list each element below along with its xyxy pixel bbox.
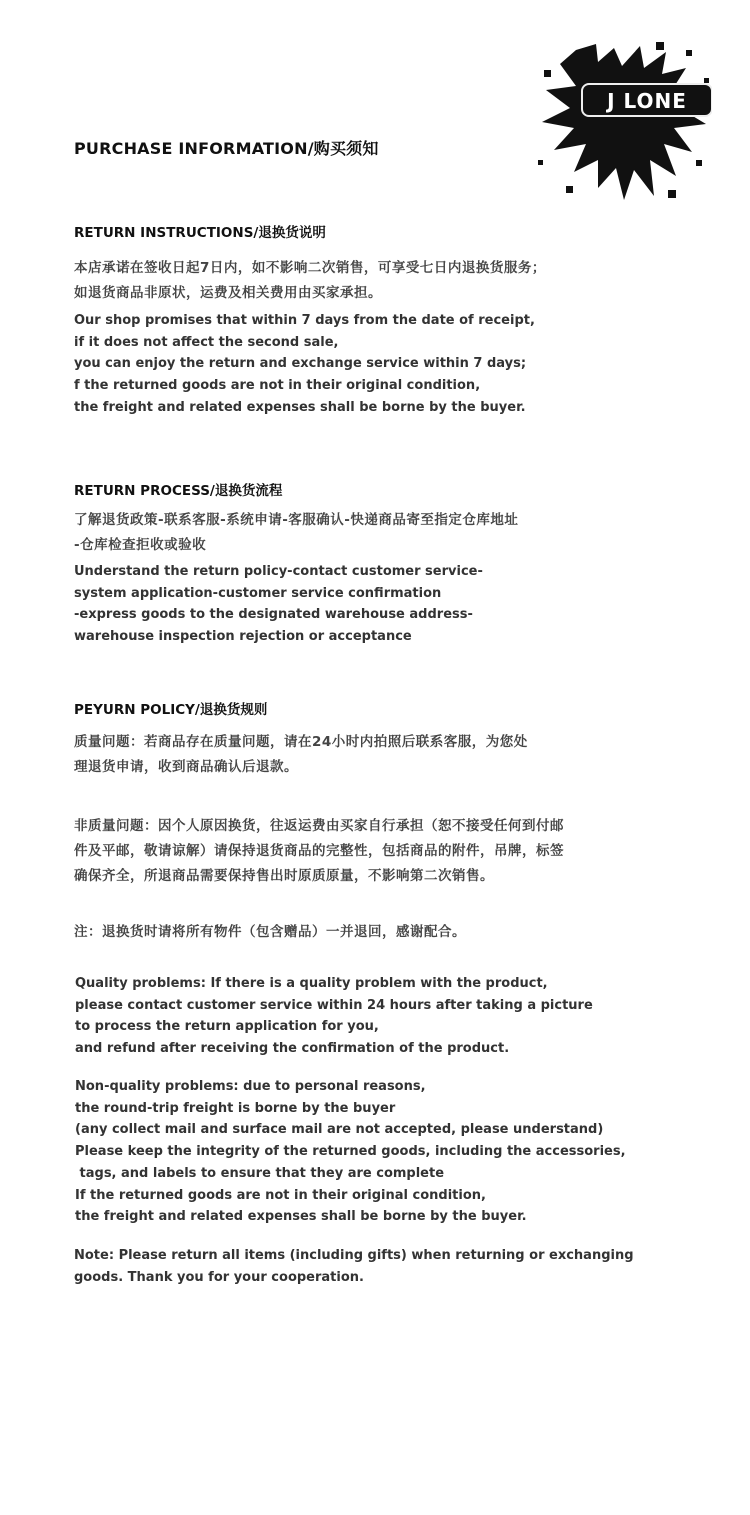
paint-splash-icon xyxy=(536,40,712,204)
text-line: Please keep the integrity of the returned goods, including the accessories, xyxy=(75,1144,626,1160)
policy-nonquality-en xyxy=(75,1076,626,1228)
policy-quality-en xyxy=(75,973,593,1060)
text-line: goods. Thank you for your cooperation. xyxy=(74,1269,364,1285)
text-line: 本店承诺在签收日起7日内，如不影响二次销售，可享受七日内退换货服务； xyxy=(74,260,546,276)
text-line: -仓库检查拒收或验收 xyxy=(74,537,207,553)
text-line: Understand the return policy-contact customer service- xyxy=(74,564,483,579)
text-line: if it does not affect the second sale, xyxy=(74,334,339,350)
text-line: and refund after receiving the confirmation of the product. xyxy=(75,1041,510,1057)
brand-logo xyxy=(536,40,712,204)
text-line: 件及平邮，敬请谅解）请保持退货商品的完整性，包括商品的附件，吊牌，标签 xyxy=(74,843,564,859)
page-title: PURCHASE INFORMATION/购买须知 xyxy=(74,139,379,158)
policy-quality-zh xyxy=(74,730,528,780)
policy-nonquality-zh xyxy=(74,814,564,889)
policy-note-en xyxy=(74,1245,634,1288)
text-line: If the returned goods are not in their original condition, xyxy=(75,1187,486,1203)
text-line: Quality problems: If there is a quality problem with the product, xyxy=(75,976,548,991)
return-process-zh xyxy=(74,508,518,558)
policy-note-zh: 注：退换货时请将所有物件（包含赠品）一并退回，感谢配合。 xyxy=(74,924,466,940)
text-line: system application-customer service confirmation xyxy=(74,585,442,601)
text-line: please contact customer service within 24 hours after taking a picture xyxy=(75,997,593,1013)
text-line: Note: Please return all items (including gifts) when returning or exchanging xyxy=(74,1248,634,1263)
text-line: the freight and related expenses shall be borne by the buyer. xyxy=(74,399,526,415)
text-line: 质量问题：若商品存在质量问题，请在24小时内拍照后联系客服，为您处 xyxy=(74,734,528,750)
text-line: the freight and related expenses shall be borne by the buyer. xyxy=(75,1209,527,1225)
text-line: tags, and labels to ensure that they are complete xyxy=(75,1165,445,1181)
text-line: to process the return application for you, xyxy=(75,1019,379,1035)
return-policy-heading: PEYURN POLICY/退换货规则 xyxy=(74,702,268,718)
return-process-heading: RETURN PROCESS/退换货流程 xyxy=(74,483,283,499)
text-line: 非质量问题：因个人原因换货，往返运费由买家自行承担（恕不接受任何到付邮 xyxy=(74,818,564,834)
text-line: 确保齐全，所退商品需要保持售出时原质原量，不影响第二次销售。 xyxy=(74,868,494,884)
text-line: you can enjoy the return and exchange service within 7 days; xyxy=(74,356,527,372)
text-line: f the returned goods are not in their original condition, xyxy=(74,378,481,394)
text-line: warehouse inspection rejection or acceptance xyxy=(74,629,412,645)
text-line: (any collect mail and surface mail are not accepted, please understand) xyxy=(75,1122,604,1138)
return-process-en xyxy=(74,561,483,648)
return-instructions-heading: RETURN INSTRUCTIONS/退换货说明 xyxy=(74,225,326,241)
text-line: 了解退货政策-联系客服-系统申请-客服确认-快递商品寄至指定仓库地址 xyxy=(74,512,519,528)
text-line: Non-quality problems: due to personal reasons, xyxy=(75,1079,426,1094)
return-instructions-zh xyxy=(74,256,546,306)
text-line: 如退货商品非原状，运费及相关费用由买家承担。 xyxy=(74,285,382,301)
text-line: 理退货申请，收到商品确认后退款。 xyxy=(74,759,298,775)
logo-text: J LONE xyxy=(607,89,687,113)
text-line: the round-trip freight is borne by the buyer xyxy=(75,1100,396,1116)
text-line: -express goods to the designated warehouse address- xyxy=(74,607,473,623)
text-line: Our shop promises that within 7 days from the date of receipt, xyxy=(74,313,535,328)
return-instructions-en xyxy=(74,310,535,419)
